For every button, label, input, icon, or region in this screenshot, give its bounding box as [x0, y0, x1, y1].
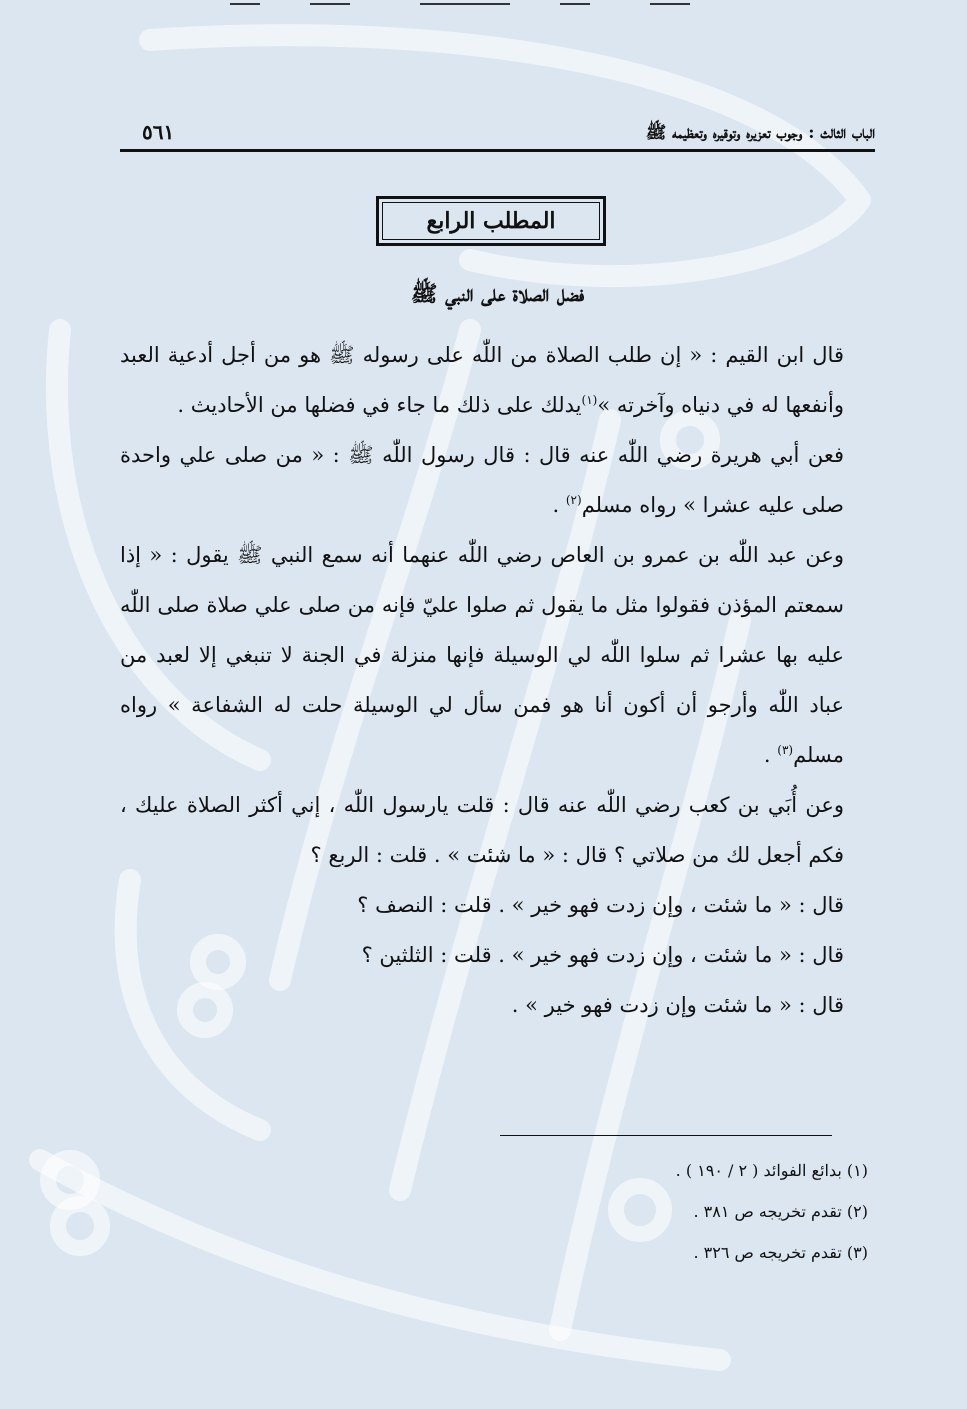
paragraph-text: وعن أُبَي بن كعب رضي اللّٰه عنه قال : قلت يارسول اللّٰه ، إني أكثر الصلاة عليك ، فكم أجعل لك من صلاتي ؟ قال : « ما شئت » . قلت : الربع ؟	[120, 793, 844, 867]
section-title: المطلب الرابع	[426, 208, 556, 234]
dialog-line: قال : « ما شئت ، وإن زدت فهو خير » . قلت : النصف ؟	[357, 893, 844, 917]
dialog-line: قال : « ما شئت وإن زدت فهو خير » .	[511, 993, 844, 1017]
paragraph-text: فعن أبي هريرة رضي اللّٰه عنه قال : قال رسول اللّٰه ﷺ : « من صلى علي واحدة صلى عليه عشرا » رواه مسلم	[120, 443, 844, 517]
footnote-divider	[500, 1135, 832, 1136]
chapter-title: الباب الثالث : وجوب تعزيره وتوقيره وتعظيمه ﷺ	[645, 123, 875, 143]
paragraph-text: وعن عبد اللّٰه بن عمرو بن العاص رضي اللّٰه عنهما أنه سمع النبي ﷺ يقول : « إذا سمعتم المؤذن فقولوا مثل ما يقول ثم صلوا عليّ فإنه من صلى علي صلاة صلى اللّٰه عليه بها عشرا ثم سلوا اللّٰه لي الوسيلة فإنها منزلة في الجنة لا تنبغي إلا لعبد من عباد اللّٰه وأرجو أن أكون أنا هو فمن سأل لي الوسيلة حلت له الشفاعة » رواه مسلم	[120, 543, 844, 767]
paragraph-tail: .	[763, 743, 778, 767]
dialog-line: قال : « ما شئت ، وإن زدت فهو خير » . قلت : الثلثين ؟	[361, 943, 844, 967]
footnote-reference: (١)	[581, 393, 598, 407]
running-header	[120, 118, 875, 150]
body-text	[120, 330, 872, 1030]
paragraph	[120, 430, 872, 530]
section-title-box	[376, 196, 606, 246]
top-edge-marks	[0, 0, 967, 8]
paragraph	[120, 530, 872, 780]
paragraph-tail: يدلك على ذلك ما جاء في فضلها من الأحاديث .	[177, 393, 582, 417]
header-divider	[120, 149, 875, 152]
footnote: (٢) تقدم تخريجه ص ٣٨١ .	[693, 1202, 868, 1221]
paragraph-text: قال ابن القيم : « إن طلب الصلاة من اللّٰه على رسوله ﷺ هو من أجل أدعية العبد وأنفعها له في دنياه وآخرته »	[120, 343, 844, 417]
paragraph	[120, 780, 872, 880]
paragraph-tail: .	[552, 493, 566, 517]
footnote: (٣) تقدم تخريجه ص ٣٢٦ .	[693, 1243, 868, 1262]
page-number: ٥٦١	[142, 120, 175, 144]
paragraph	[120, 330, 872, 430]
footnote: (١) بدائع الفوائد ( ٢ / ١٩٠ ) .	[675, 1161, 868, 1180]
footnote-reference: (٣)	[777, 743, 794, 757]
section-subtitle: فضل الصلاة على النبي ﷺ	[410, 281, 585, 307]
footnotes	[120, 1150, 868, 1273]
footnote-reference: (٢)	[565, 493, 582, 507]
